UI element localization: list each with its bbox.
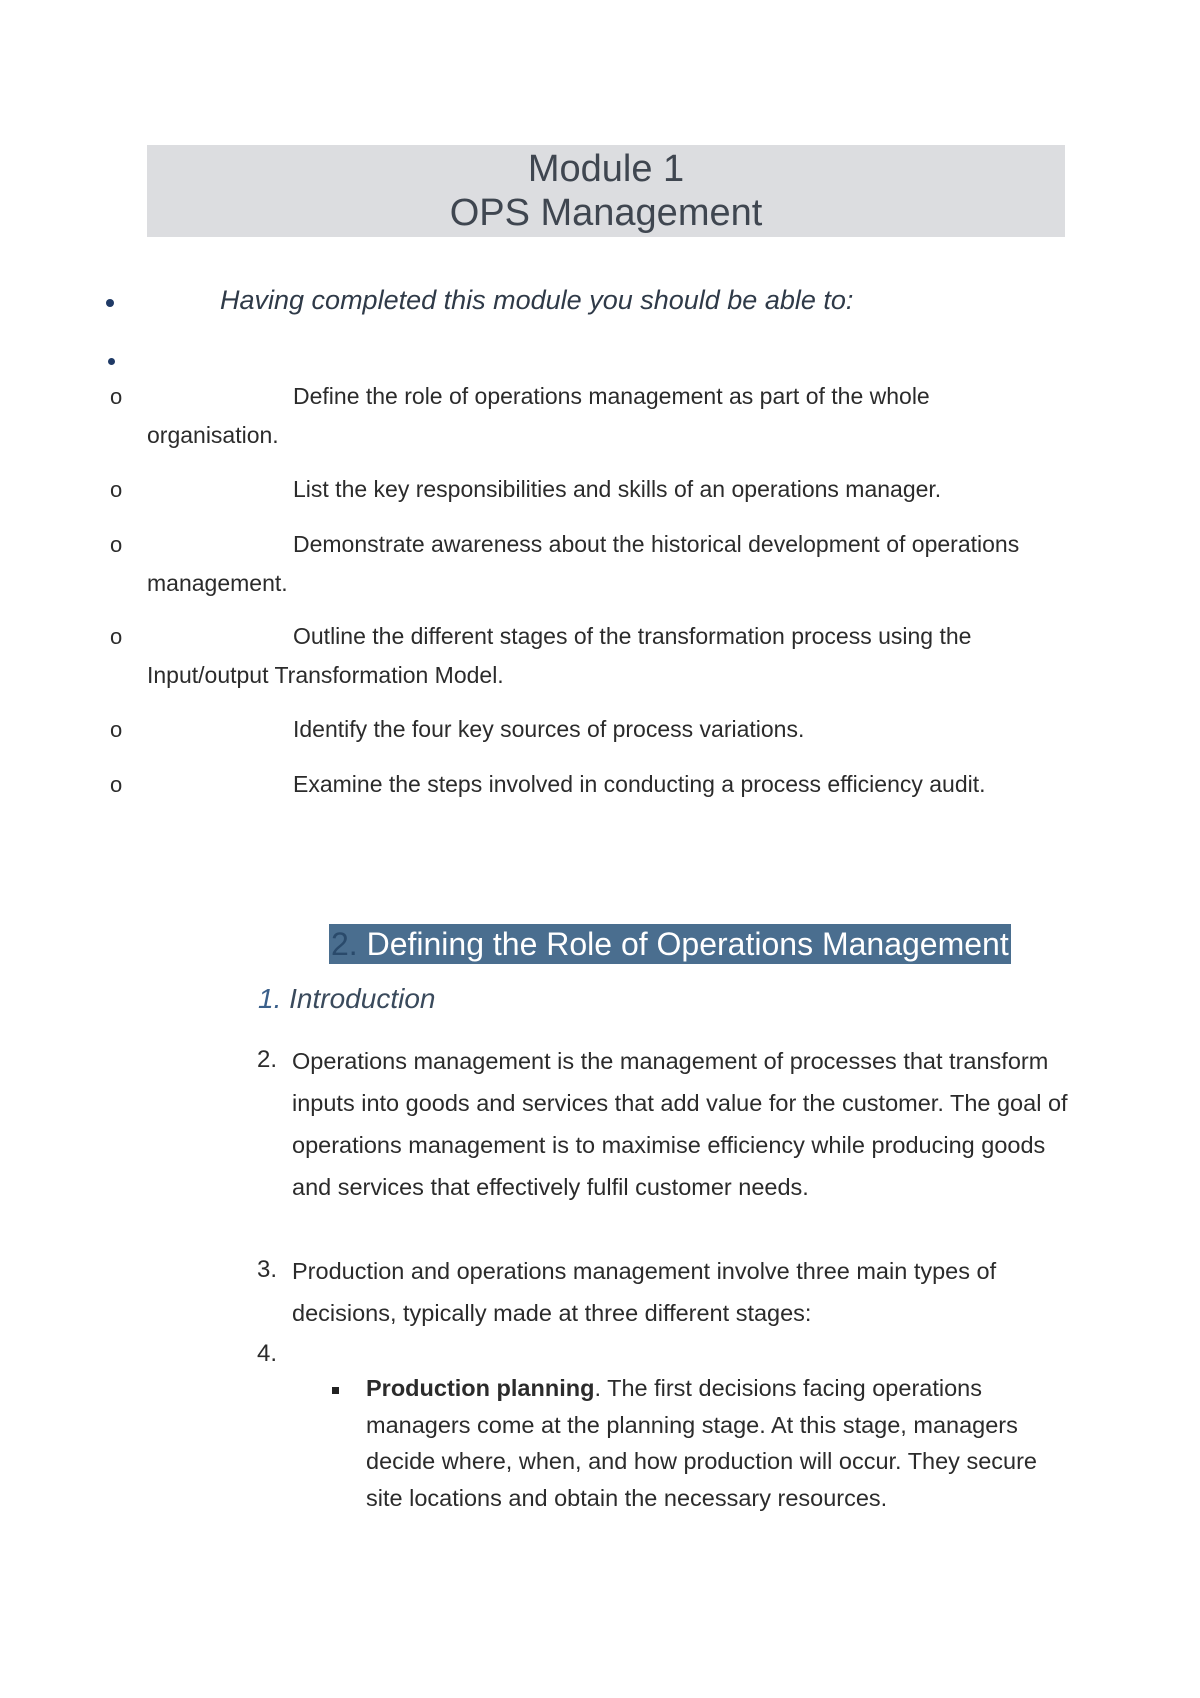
introduction-heading [258, 983, 435, 1015]
objective-item: Examine the steps involved in conducting a process efficiency audit. [293, 771, 986, 797]
sub-bullet-bold: Production planning [366, 1375, 595, 1401]
paragraph-number: 2. [257, 1046, 278, 1073]
section-number: 2. [331, 926, 358, 962]
sub-bullet-marker: o [110, 772, 123, 797]
section-title: Defining the Role of Operations Management [366, 926, 1009, 962]
sub-bullet-text: . The first decisions facing operations managers come at the planning stage. At this stage, managers decide where, when, and how production will occur. They secure site locations and obtain the necessary resources. [366, 1375, 1038, 1511]
objectives-intro: Having completed this module you should be able to: [220, 285, 854, 315]
section-heading[interactable] [329, 924, 1011, 964]
objective-item: Outline the different stages of the transformation process using the Input/output Transformation Model. [147, 623, 972, 688]
paragraph-number: 4. [257, 1340, 278, 1367]
objective-item: Identify the four key sources of process variations. [293, 716, 805, 742]
sub-bullet-marker: o [110, 717, 123, 742]
module-title: Module 1 [527, 148, 685, 190]
paragraph-text: Operations management is the management of processes that transform inputs into goods and services that add value for the customer. The goal of operations management is to maximise efficiency while producing goods and services that effectively fulfil customer needs. [292, 1048, 1068, 1200]
introduction-number: 1. [258, 983, 282, 1014]
objective-item: List the key responsibilities and skills of an operations manager. [293, 476, 942, 502]
sub-bullet-item [366, 1370, 1066, 1516]
sub-bullet-marker: o [110, 624, 123, 649]
paragraph-text: Production and operations management involve three main types of decisions, typically made at three different stages: [292, 1258, 997, 1326]
sub-bullet-marker: o [110, 532, 123, 557]
bullet-icon [108, 358, 115, 365]
objective-item: Demonstrate awareness about the historical development of operations management. [147, 531, 1020, 596]
sub-bullet-marker: o [110, 384, 123, 409]
objective-item: Define the role of operations management as part of the whole organisation. [147, 383, 930, 448]
module-subtitle: OPS Management [449, 192, 763, 234]
sub-bullet-marker: o [110, 477, 123, 502]
module-title-block [147, 145, 1065, 237]
square-bullet-icon [332, 1387, 339, 1394]
bullet-icon [106, 299, 114, 307]
paragraph-number: 3. [257, 1256, 278, 1283]
introduction-title: Introduction [289, 983, 436, 1014]
